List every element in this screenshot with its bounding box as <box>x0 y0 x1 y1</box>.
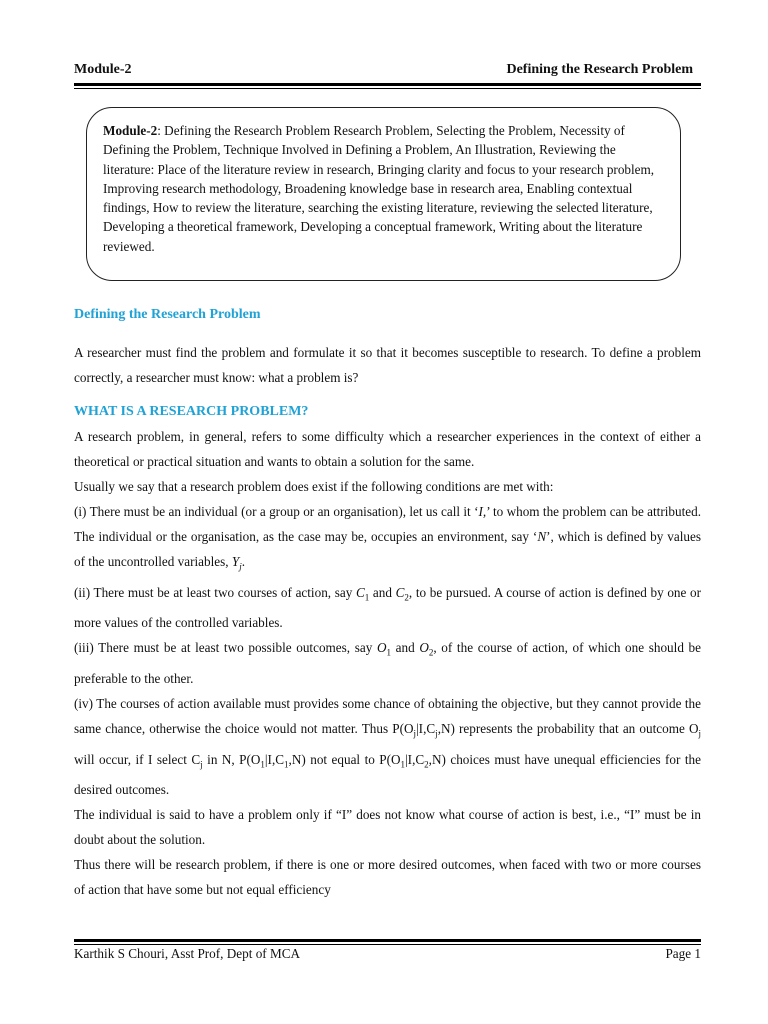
subheading: WHAT IS A RESEARCH PROBLEM? <box>74 404 309 419</box>
section-title: Defining the Research Problem <box>74 307 261 322</box>
condition-1: (i) There must be an individual (or a group or an organisation), let us call it ‘I,’ to whom the problem can be attributed. The individual or the organisation, as the case may be, occupies an environment, say ‘N’, which is defined by values of the uncontrolled variables, $Y_j$. <box>74 504 701 572</box>
main-content <box>74 340 701 902</box>
header-divider-thin <box>74 88 701 89</box>
summary-label: Module-2 <box>103 123 158 138</box>
footer-divider <box>74 939 701 942</box>
paragraph-doubt: The individual is said to have a problem only if “I” does not know what course of action is best, i.e., “I” must be in doubt about the solution. <box>74 807 701 848</box>
footer-divider-thin <box>74 944 701 945</box>
header-divider <box>74 83 701 86</box>
header-module-label: Module-2 <box>74 62 132 77</box>
condition-3: (iii) There must be at least two possible outcomes, say $O_1$ and $O_2$, of the course of action, of which one should be preferable to the other. <box>74 640 702 686</box>
page-header <box>74 62 701 84</box>
intro-paragraph: A researcher must find the problem and formulate it so that it becomes susceptible to research. To define a problem correctly, a researcher must know: what a problem is? <box>74 345 701 385</box>
paragraph-definition: A research problem, in general, refers to some difficulty which a researcher experiences in the context of either a theoretical or practical situation and wants to obtain a solution for the same. <box>74 429 701 469</box>
summary-text: : Defining the Research Problem Research Problem, Selecting the Problem, Necessity of Defining the Problem, Technique Involved in Defining a Problem, An Illustration, Reviewing the literature: Place of the literature review in research, Bringing clarity and focus to your research problem, Improving research methodology, Broadening knowledge base in research area, Enabling contextual findings, How to review the literature, searching the existing literature, reviewing the selected literature, Developing a theoretical framework, Developing a conceptual framework, Writing about the literature reviewed. <box>103 123 655 254</box>
footer-author: Karthik S Chouri, Asst Prof, Dept of MCA <box>74 946 301 961</box>
page-number: Page 1 <box>665 946 701 961</box>
paragraph-conditions-intro: Usually we say that a research problem does exist if the following conditions are met with: <box>74 479 554 494</box>
condition-2: (ii) There must be at least two courses of action, say $C_1$ and $C_2$, to be pursued. A course of action is defined by one or more values of the controlled variables. <box>74 584 702 631</box>
module-summary-box <box>86 107 681 281</box>
header-chapter-title: Defining the Research Problem <box>506 62 693 77</box>
condition-4: (iv) The courses of action available must provides some chance of obtaining the objective, but they cannot provide the same chance, otherwise the choice would not matter. Thus $P(O_j|I,C_j,N)$ represents the probability that an outcome $O_j$ will occur, if I select $C_j$ in N, $P(O_1|I,C_1,N)$ not equal to $P(O_1|I,C_2,N)$ choices must have unequal efficiencies for the desired outcomes. <box>74 695 701 798</box>
paragraph-conclusion: Thus there will be research problem, if there is one or more desired outcomes, when faced with two or more courses of action that have some but not equal efficiency <box>74 857 701 898</box>
